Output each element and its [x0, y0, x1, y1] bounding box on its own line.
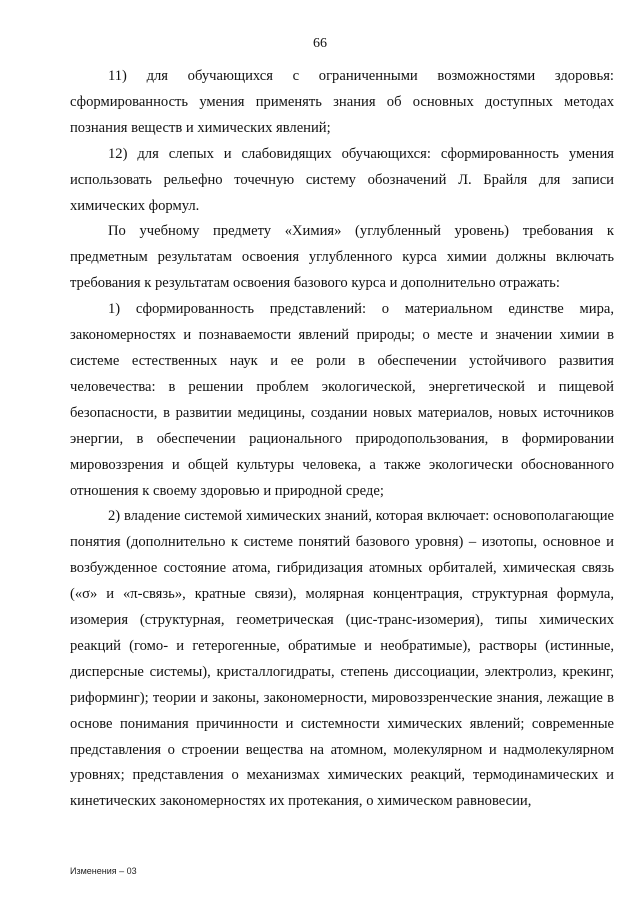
paragraph-item-11: 11) для обучающихся с ограниченными возможностями здоровья: сформированность умения применять знания об основных доступных методах познания веществ и химических явлений;	[70, 68, 614, 136]
footer-revision-note: Изменения – 03	[70, 866, 137, 876]
paragraph-item-1: 1) сформированность представлений: о материальном единстве мира, закономерностях и познаваемости явлений природы; о месте и значении химии в системе естественных наук и ее роли в обеспечении устойчивого развития человечества: в решении проблем экологической, энергетической и пищевой безопасности, в развитии медицины, создании новых материалов, новых источников энергии, в обеспечении рационального природопользования, в формировании мировоззрения и общей культуры человека, а также экологически обоснованного отношения к своему здоровью и природной среде;	[70, 301, 614, 499]
page-number: 66	[313, 36, 327, 51]
paragraph-item-2: 2) владение системой химических знаний, которая включает: основополагающие понятия (дополнительно к системе понятий базового уровня) – изотопы, основное и возбужденное состояние атома, гибридизация атомных орбиталей, химическая связь («σ» и «π-связь», кратные связи), молярная концентрация, структурная формула, изомерия (структурная, геометрическая (цис-транс-изомерия), типы химических реакций (гомо- и гетерогенные, обратимые и необратимые), растворы (истинные, дисперсные системы), кристаллогидраты, степень диссоциации, электролиз, крекинг, риформинг); теории и законы, закономерности, мировоззренческие знания, лежащие в основе понимания причинности и системности химических явлений; современные представления о строении вещества на атомном, молекулярном и надмолекулярном уровнях; представления о механизмах химических реакций, термодинамических и кинетических закономерностях их протекания, о химическом равновесии,	[70, 508, 614, 810]
body-text	[70, 64, 614, 815]
paragraph-chemistry-requirements: По учебному предмету «Химия» (углубленный уровень) требования к предметным результатам освоения углубленного курса химии должны включать требования к результатам освоения базового курса и дополнительно отражать:	[70, 223, 614, 292]
paragraph-item-12: 12) для слепых и слабовидящих обучающихся: сформированность умения использовать рельефно точечную систему обозначений Л. Брайля для записи химических формул.	[70, 145, 614, 214]
